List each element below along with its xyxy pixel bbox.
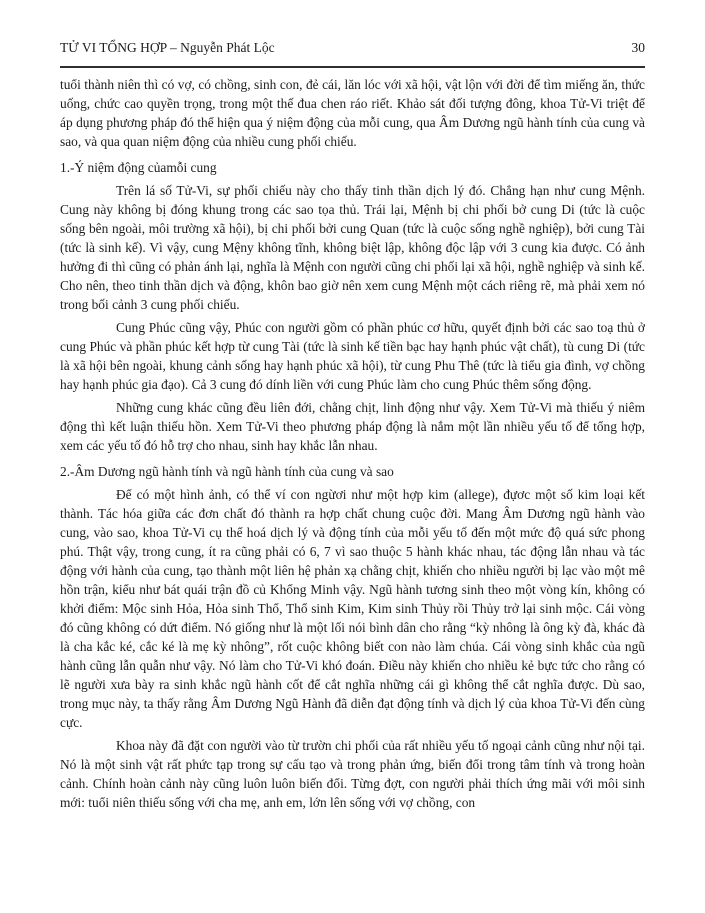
paragraph-continuation: tuổi thành niên thì có vợ, có chồng, sinh con, đẻ cái, lăn lóc với xã hội, vật lộn với đời để tìm miếng ăn, thức uống, chức cao quyền trọng, trong một thế đua chen ráo riết. Khảo sát đối tượng đông, khoa Tử-Vi triệt để áp dụng phương pháp đó thể hiện qua ý niệm động của mỗi cung, qua Âm Dương ngũ hành tính của cung và sao, và qua quan niệm động của nhiều cung phối chiếu.	[60, 77, 645, 149]
page-number: 30	[631, 40, 645, 55]
section-heading-1: 1.-Ý niệm động củamỗi cung	[60, 160, 217, 175]
running-title: TỬ VI TỔNG HỢP – Nguyễn Phát Lộc	[60, 40, 275, 55]
paragraph: Khoa này đã đặt con người vào từ trườn chi phối của rất nhiều yếu tố ngoại cảnh cũng như nội tại. Nó là một sinh vật rất phức tạp trong sự cấu tạo và trong phản ứng, biến đổi trong tâm tính và trong hoàn cảnh. Chính hoàn cảnh này cũng luôn luôn biến đổi. Từng đợt, con người phải thích ứng mãi với môi sinh mới: tuổi niên thiếu sống với cha mẹ, anh em, lớn lên sống với vợ chồng, con	[60, 738, 645, 810]
paragraph: Trên lá số Tử-Vi, sự phối chiếu này cho thấy tinh thần dịch lý đó. Chẳng hạn như cung Mệnh. Cung này không bị đóng khung trong các sao tọa thủ. Trái lại, Mệnh bị chi phối bở cung Di (tức là cuộc sống bên ngoài, môi trường xã hội), bị chi phối bởi cung Quan (tức là cuộc sống nghề nghiệp), bởi cung Tài (tức là sinh kế). Vì vậy, cung Mệny không tĩnh, không biệt lập, không độc lập với 3 cung kia được. Có ảnh hưởng đi thì cũng có phản ánh lại, nghĩa là Mệnh con người cũng chi phối lại xã hội, nghề nghiệp và sinh kế. Cho nên, theo tinh thần dịch và động, khôn bao giờ nên xem cung Mệnh một cách riêng rẽ, mà phải xem nó trong bối cảnh 3 cung phối chiếu.	[60, 183, 645, 312]
paragraph: Để có một hình ảnh, có thể ví con ngừơi như một hợp kim (allege), đựơc một số kim loại kết thành. Tác hóa giữa các đơn chất đó thành ra hợp chất chung cuộc đời. Mang Âm Dương ngũ hành vào cung, vào sao, khoa Tử-Vi cụ thể hoá dịch lý và động tính của mỗi yếu tố đến một mức độ quá sức phong phú. Thật vậy, trong cung, ít ra cũng phải có 6, 7 vì sao thuộc 5 hành khác nhau, tác động lẫn nhau và tác động với hành của cung, tạo thành một liên hệ phản xạ chằng chịt, khiến cho nhiều người bị lạc vào một mê hồn trận, kiểu như bát quái trận đồ củ Khổng Minh vậy. Ngũ hành tương sinh theo một vòng kín, không có khởi điểm: Mộc sinh Hỏa, Hỏa sinh Thổ, Thổ sinh Kim, Kim sinh Thủy rồi Thủy trở lại sinh mộc. Cái vòng đó cũng không có dứt điểm. Nó giống như là một lối nói bình dân cho rằng “kỳ nhông là ông kỳ đà, khác đà là cha kắc ké, cắc ké là mẹ kỳ nhông”, rốt cuộc không biết con nào làm chúa. Cái vòng sinh khắc của ngũ hành cũng lẫn quẫn như vậy. Nó làm cho Tử-Vi khó đoán. Điều này khiến cho nhiều kẻ bực tức cho rằng có lẽ người xưa bày ra sinh khắc ngũ hành cốt để cắt nghĩa những cái gì không thể cắt nghĩa được. Dù sao, trong mục này, ta thấy rằng Âm Dương Ngũ Hành đã diễn đạt động tính và dịch lý của khoa Tử-Vi đến cùng cực.	[60, 487, 645, 730]
paragraph: Cung Phúc cũng vậy, Phúc con người gồm có phần phúc cơ hữu, quyết định bởi các sao toạ thủ ở cung Phúc và phần phúc kết hợp từ cung Tài (tức là sinh kế tiền bạc hay hạnh phúc vật chất), tù cung Di (tức là xã hội bên ngoài, khung cảnh sống hay hạnh phúc xã hội), từ cung Phu Thê (tức là tiểu gia đình, vợ chồng hay hạnh phúc gia đạo). Cả 3 cung đó dính liền với cung Phúc làm cho cung Phúc thêm sống động.	[60, 320, 645, 392]
section-heading-2: 2.-Âm Dương ngũ hành tính và ngũ hành tính của cung và sao	[60, 464, 394, 479]
page-body	[60, 75, 645, 812]
paragraph: Những cung khác cũng đều liên đới, chằng chịt, linh động như vậy. Xem Tử-Vi mà thiếu ý niêm động thì kết luận thiếu hồn. Xem Tử-Vi theo phương pháp động là nắm một lần nhiều yếu tố để tổng hợp, xem các yếu tố đó hỗ trợ cho nhau, sinh hay khắc lẫn nhau.	[60, 400, 645, 453]
header-rule	[60, 66, 645, 68]
page-header	[60, 40, 645, 56]
